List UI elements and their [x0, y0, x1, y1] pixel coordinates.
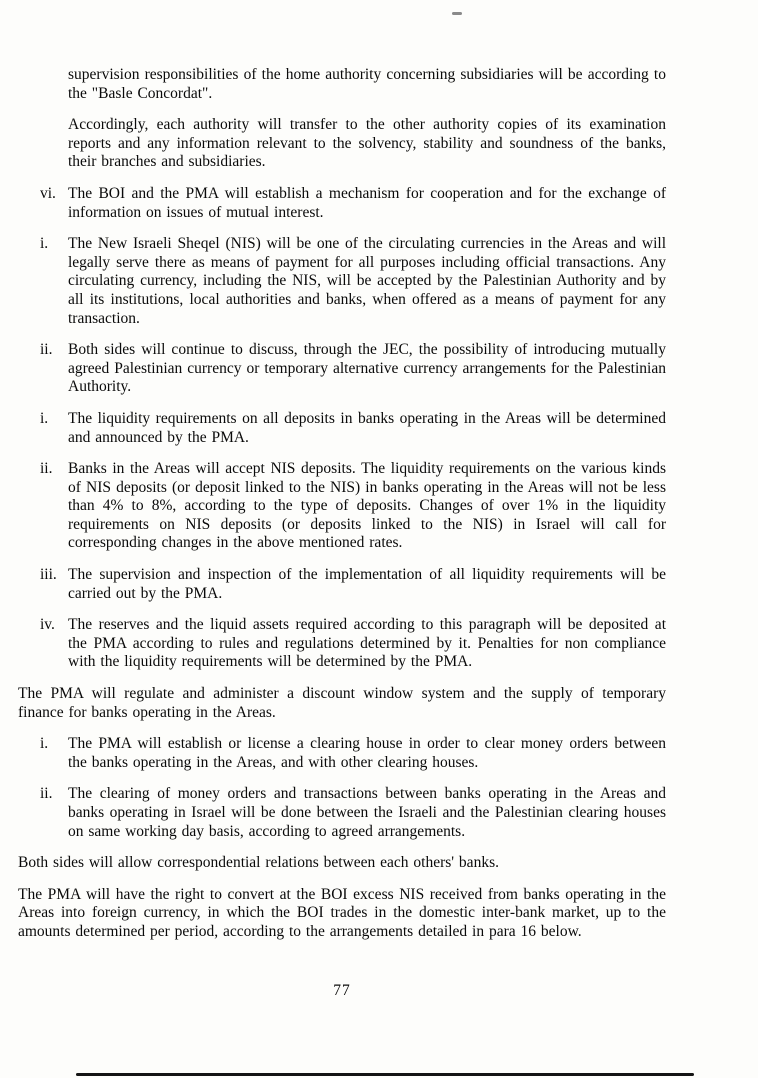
- paragraph-text: The clearing of money orders and transactions between banks operating in the Areas and banks operating in Israel will be done between the Israeli and the Palestinian clearing houses on same working day basis, according to agreed arrangements.: [68, 785, 666, 840]
- paragraph-text: Accordingly, each authority will transfer to the other authority copies of its examination reports and any information relevant to the solvency, stability and soundness of the banks, their branches and subsidiaries.: [68, 116, 666, 171]
- paragraph-text: The liquidity requirements on all deposits in banks operating in the Areas will be determined and announced by the PMA.: [68, 409, 666, 446]
- list-marker: vi.: [40, 184, 56, 202]
- list-marker: i.: [40, 409, 49, 427]
- paragraph-text: The supervision and inspection of the implementation of all liquidity requirements will be carried out by the PMA.: [68, 566, 666, 602]
- paragraph: [40, 341, 666, 397]
- scan-edge-artifact: [76, 1073, 694, 1076]
- paragraph-text: The BOI and the PMA will establish a mechanism for cooperation and for the exchange of information on issues of mutual interest.: [68, 184, 666, 221]
- paragraph-text: The PMA will establish or license a clearing house in order to clear money orders between the banks operating in the Areas, and with other clearing houses.: [68, 735, 666, 771]
- paragraph-text: The New Israeli Sheqel (NIS) will be one of the circulating currencies in the Areas and will legally serve there as means of payment for all purposes including official transactions. Any circulating currency, including the NIS, will be accepted by the Palestinian Authority and by all its institutions, local authorities and banks, when offered as a means of payment for any transaction.: [68, 235, 666, 327]
- paragraph: [68, 66, 666, 103]
- list-marker: iv.: [40, 616, 55, 634]
- paragraph: [18, 886, 666, 942]
- scan-speck-artifact: [452, 12, 462, 15]
- paragraph: [40, 735, 666, 772]
- paragraph: [68, 116, 666, 172]
- document-body: [18, 66, 666, 955]
- paragraph: [18, 685, 666, 722]
- list-marker: iii.: [40, 566, 57, 584]
- list-marker: ii.: [40, 460, 53, 478]
- list-marker: ii.: [40, 341, 53, 359]
- paragraph: [18, 854, 666, 873]
- paragraph: [40, 409, 666, 447]
- page-number: 77: [333, 982, 351, 999]
- paragraph: [40, 184, 666, 222]
- list-marker: ii.: [40, 785, 53, 803]
- paragraph-text: The PMA will have the right to convert at the BOI excess NIS received from banks operating in the Areas into foreign currency, in which the BOI trades in the domestic inter-bank market, up to the amounts determined per period, according to the arrangements detailed in para 16 below.: [18, 885, 666, 940]
- paragraph-text: Both sides will allow correspondential relations between each others' banks.: [18, 854, 499, 872]
- paragraph: [40, 785, 666, 841]
- paragraph: [40, 566, 666, 603]
- paragraph-text: Both sides will continue to discuss, through the JEC, the possibility of introducing mutually agreed Palestinian currency or temporary alternative currency arrangements for the Palestinian Authority.: [68, 341, 666, 396]
- list-marker: i.: [40, 735, 49, 753]
- paragraph: [40, 460, 666, 553]
- list-marker: i.: [40, 235, 49, 253]
- paragraph-text: The PMA will regulate and administer a discount window system and the supply of temporary finance for banks operating in the Areas.: [18, 685, 666, 721]
- paragraph: [40, 235, 666, 328]
- paragraph: [40, 616, 666, 672]
- paragraph-text: Banks in the Areas will accept NIS deposits. The liquidity requirements on the various kinds of NIS deposits (or deposit linked to the NIS) in banks operating in the Areas will not be less than 4% to 8%, according to the type of deposits. Changes of over 1% in the liquidity requirements on NIS deposits (or deposits linked to the NIS) in Israel will call for corresponding changes in the above mentioned rates.: [68, 460, 666, 552]
- paragraph-text: supervision responsibilities of the home authority concerning subsidiaries will be according to the "Basle Concordat".: [68, 66, 666, 102]
- paragraph-text: The reserves and the liquid assets required according to this paragraph will be deposited at the PMA according to rules and regulations determined by it. Penalties for non compliance with the liquidity requirements will be determined by the PMA.: [68, 616, 666, 671]
